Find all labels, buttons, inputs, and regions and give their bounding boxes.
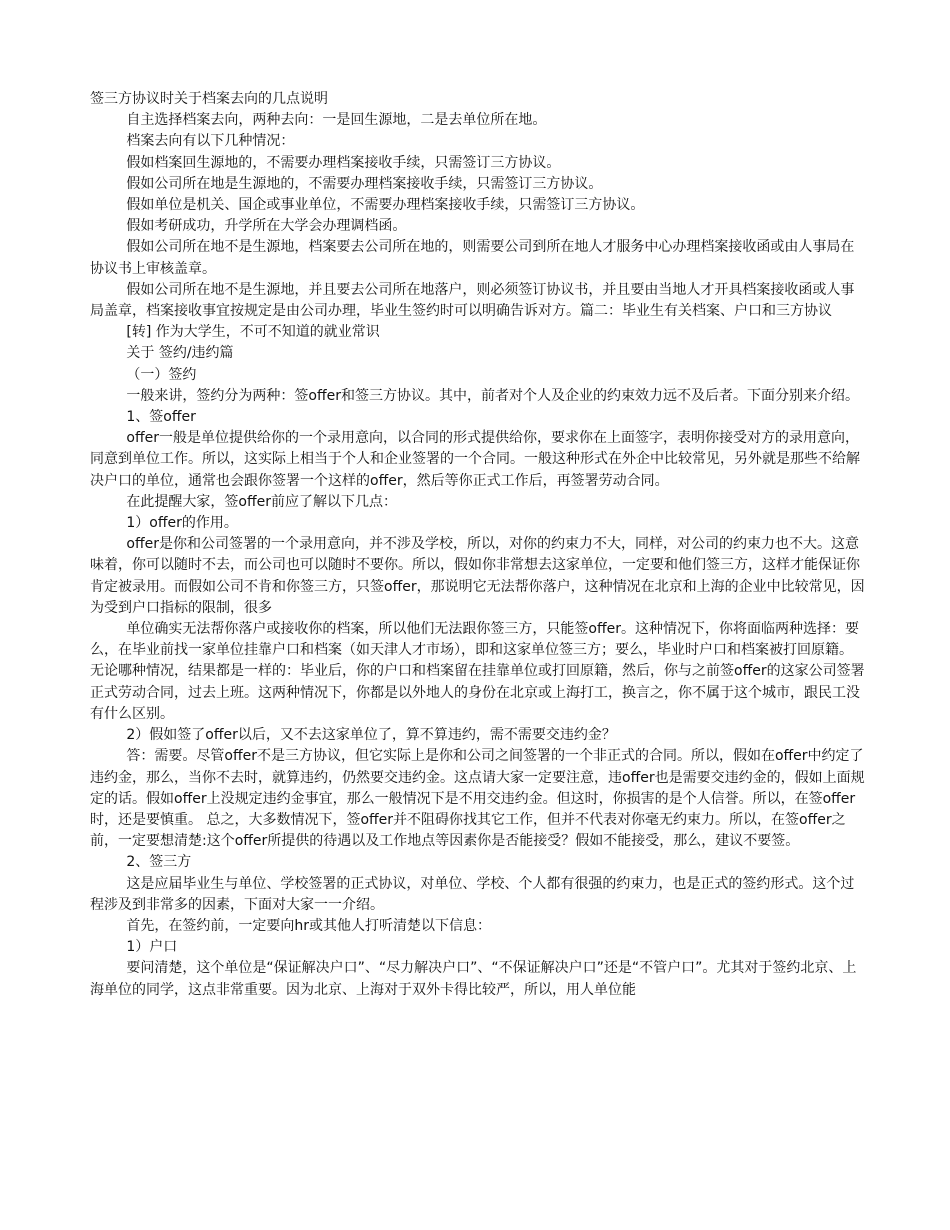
paragraph: 自主选择档案去向，两种去向：一是回生源地，二是去单位所在地。	[126, 112, 547, 129]
paragraph: 档案去向有以下几种情况：	[126, 133, 295, 150]
paragraph: 答：需要。尽管offer不是三方协议，但它实际上是你和公司之间签署的一个非正式的合同。所以，假如在offer中约定了违约金，那么，当你不去时，就算违约，仍然要交违约金。这点请大家一定要注意，违offer也是需要交违约金的，假如上面规定的话。假如offer上没规定违约金事宜，那么一般情况下是不用交违约金。但这时，你损害的是个人信誉。所以，在签offer时，还是要慎重。 总之，大多数情况下，签offer并不阻碍你找其它工作，但并不代表对你毫无约束力。所以，在签offer之前，一定要想清楚:这个offer所提供的待遇以及工作地点等因素你是否能接受？假如不能接受，那么，建议不要签。	[90, 748, 865, 850]
paragraph: 假如档案回生源地的，不需要办理档案接收手续，只需签订三方协议。	[126, 154, 561, 171]
paragraph: 假如考研成功，升学所在大学会办理调档函。	[126, 218, 407, 235]
section-heading: 1）户口	[126, 939, 178, 956]
document-title: 签三方协议时关于档案去向的几点说明	[90, 91, 328, 107]
paragraph: 一般来讲，签约分为两种：签offer和签三方协议。其中，前者对个人及企业的约束效力远不及后者。下面分别来介绍。	[126, 387, 859, 404]
section-heading: （一）签约	[126, 366, 197, 383]
section-heading: 1）offer的作用。	[126, 515, 238, 532]
section-heading: 关于 签约/违约篇	[126, 345, 234, 362]
paragraph: 首先，在签约前，一定要向hr或其他人打听清楚以下信息：	[126, 917, 492, 934]
paragraph: 假如公司所在地是生源地的，不需要办理档案接收手续，只需签订三方协议。	[126, 175, 603, 192]
paragraph: 要问清楚，这个单位是“保证解决户口”、“尽力解决户口”、“不保证解决户口”还是“不管户口”。尤其对于签约北京、上海单位的同学，这点非常重要。因为北京、上海对于双外卡得比较严，所以，用人单位能	[90, 960, 857, 998]
paragraph: 在此提醒大家，签offer前应了解以下几点：	[126, 493, 397, 510]
paragraph: offer是你和公司签署的一个录用意向，并不涉及学校，所以，对你的约束力不大，同样，对公司的约束力也不大。这意味着，你可以随时不去，而公司也可以随时不要你。所以，假如你非常想去这家单位，一定要和他们签三方，这样才能保证你肯定被录用。而假如公司不肯和你签三方，只签offer，那说明它无法帮你落户，这种情况在北京和上海的企业中比较常见，因为受到户口指标的限制，很多	[90, 536, 865, 616]
paragraph: offer一般是单位提供给你的一个录用意向，以合同的形式提供给你，要求你在上面签字，表明你接受对方的录用意向，同意到单位工作。所以，这实际上相当于个人和企业签署的一个合同。一般这种形式在外企中比较常见，另外就是那些不给解决户口的单位，通常也会跟你签署一个这样的offer，然后等你正式工作后，再签署劳动合同。	[90, 430, 860, 489]
paragraph: 假如公司所在地不是生源地，档案要去公司所在地的，则需要公司到所在地人才服务中心办理档案接收函或由人事局在协议书上审核盖章。	[90, 239, 855, 277]
section-heading: 2）假如签了offer以后，又不去这家单位了，算不算违约，需不需要交违约金？	[126, 727, 616, 744]
section-heading: 1、签offer	[126, 409, 196, 426]
paragraph: [转] 作为大学生，不可不知道的就业常识	[126, 324, 380, 341]
paragraph: 这是应届毕业生与单位、学校签署的正式协议，对单位、学校、个人都有很强的约束力，也是正式的签约形式。这个过程涉及到非常多的因素，下面对大家一一介绍。	[90, 875, 855, 913]
section-heading: 2、签三方	[126, 854, 192, 871]
paragraph: 单位确实无法帮你落户或接收你的档案，所以他们无法跟你签三方，只能签offer。这种情况下，你将面临两种选择：要么，在毕业前找一家单位挂靠户口和档案（如天津人才市场），即和这家单位签三方；要么，毕业时户口和档案被打回原籍。无论哪种情况，结果都是一样的：毕业后，你的户口和档案留在挂靠单位或打回原籍，然后，你与之前签offer的这家公司签署正式劳动合同，过去上班。这两种情况下，你都是以外地人的身份在北京或上海打工，换言之，你不属于这个城市，跟民工没有什么区别。	[90, 621, 865, 722]
paragraph: 假如公司所在地不是生源地，并且要去公司所在地落户，则必须签订协议书，并且要由当地人才开具档案接收函或人事局盖章，档案接收事宜按规定是由公司办理，毕业生签约时可以明确告诉对方。篇二：毕业生有关档案、户口和三方协议	[90, 281, 855, 320]
paragraph: 假如单位是机关、国企或事业单位，不需要办理档案接收手续，只需签订三方协议。	[126, 197, 645, 214]
